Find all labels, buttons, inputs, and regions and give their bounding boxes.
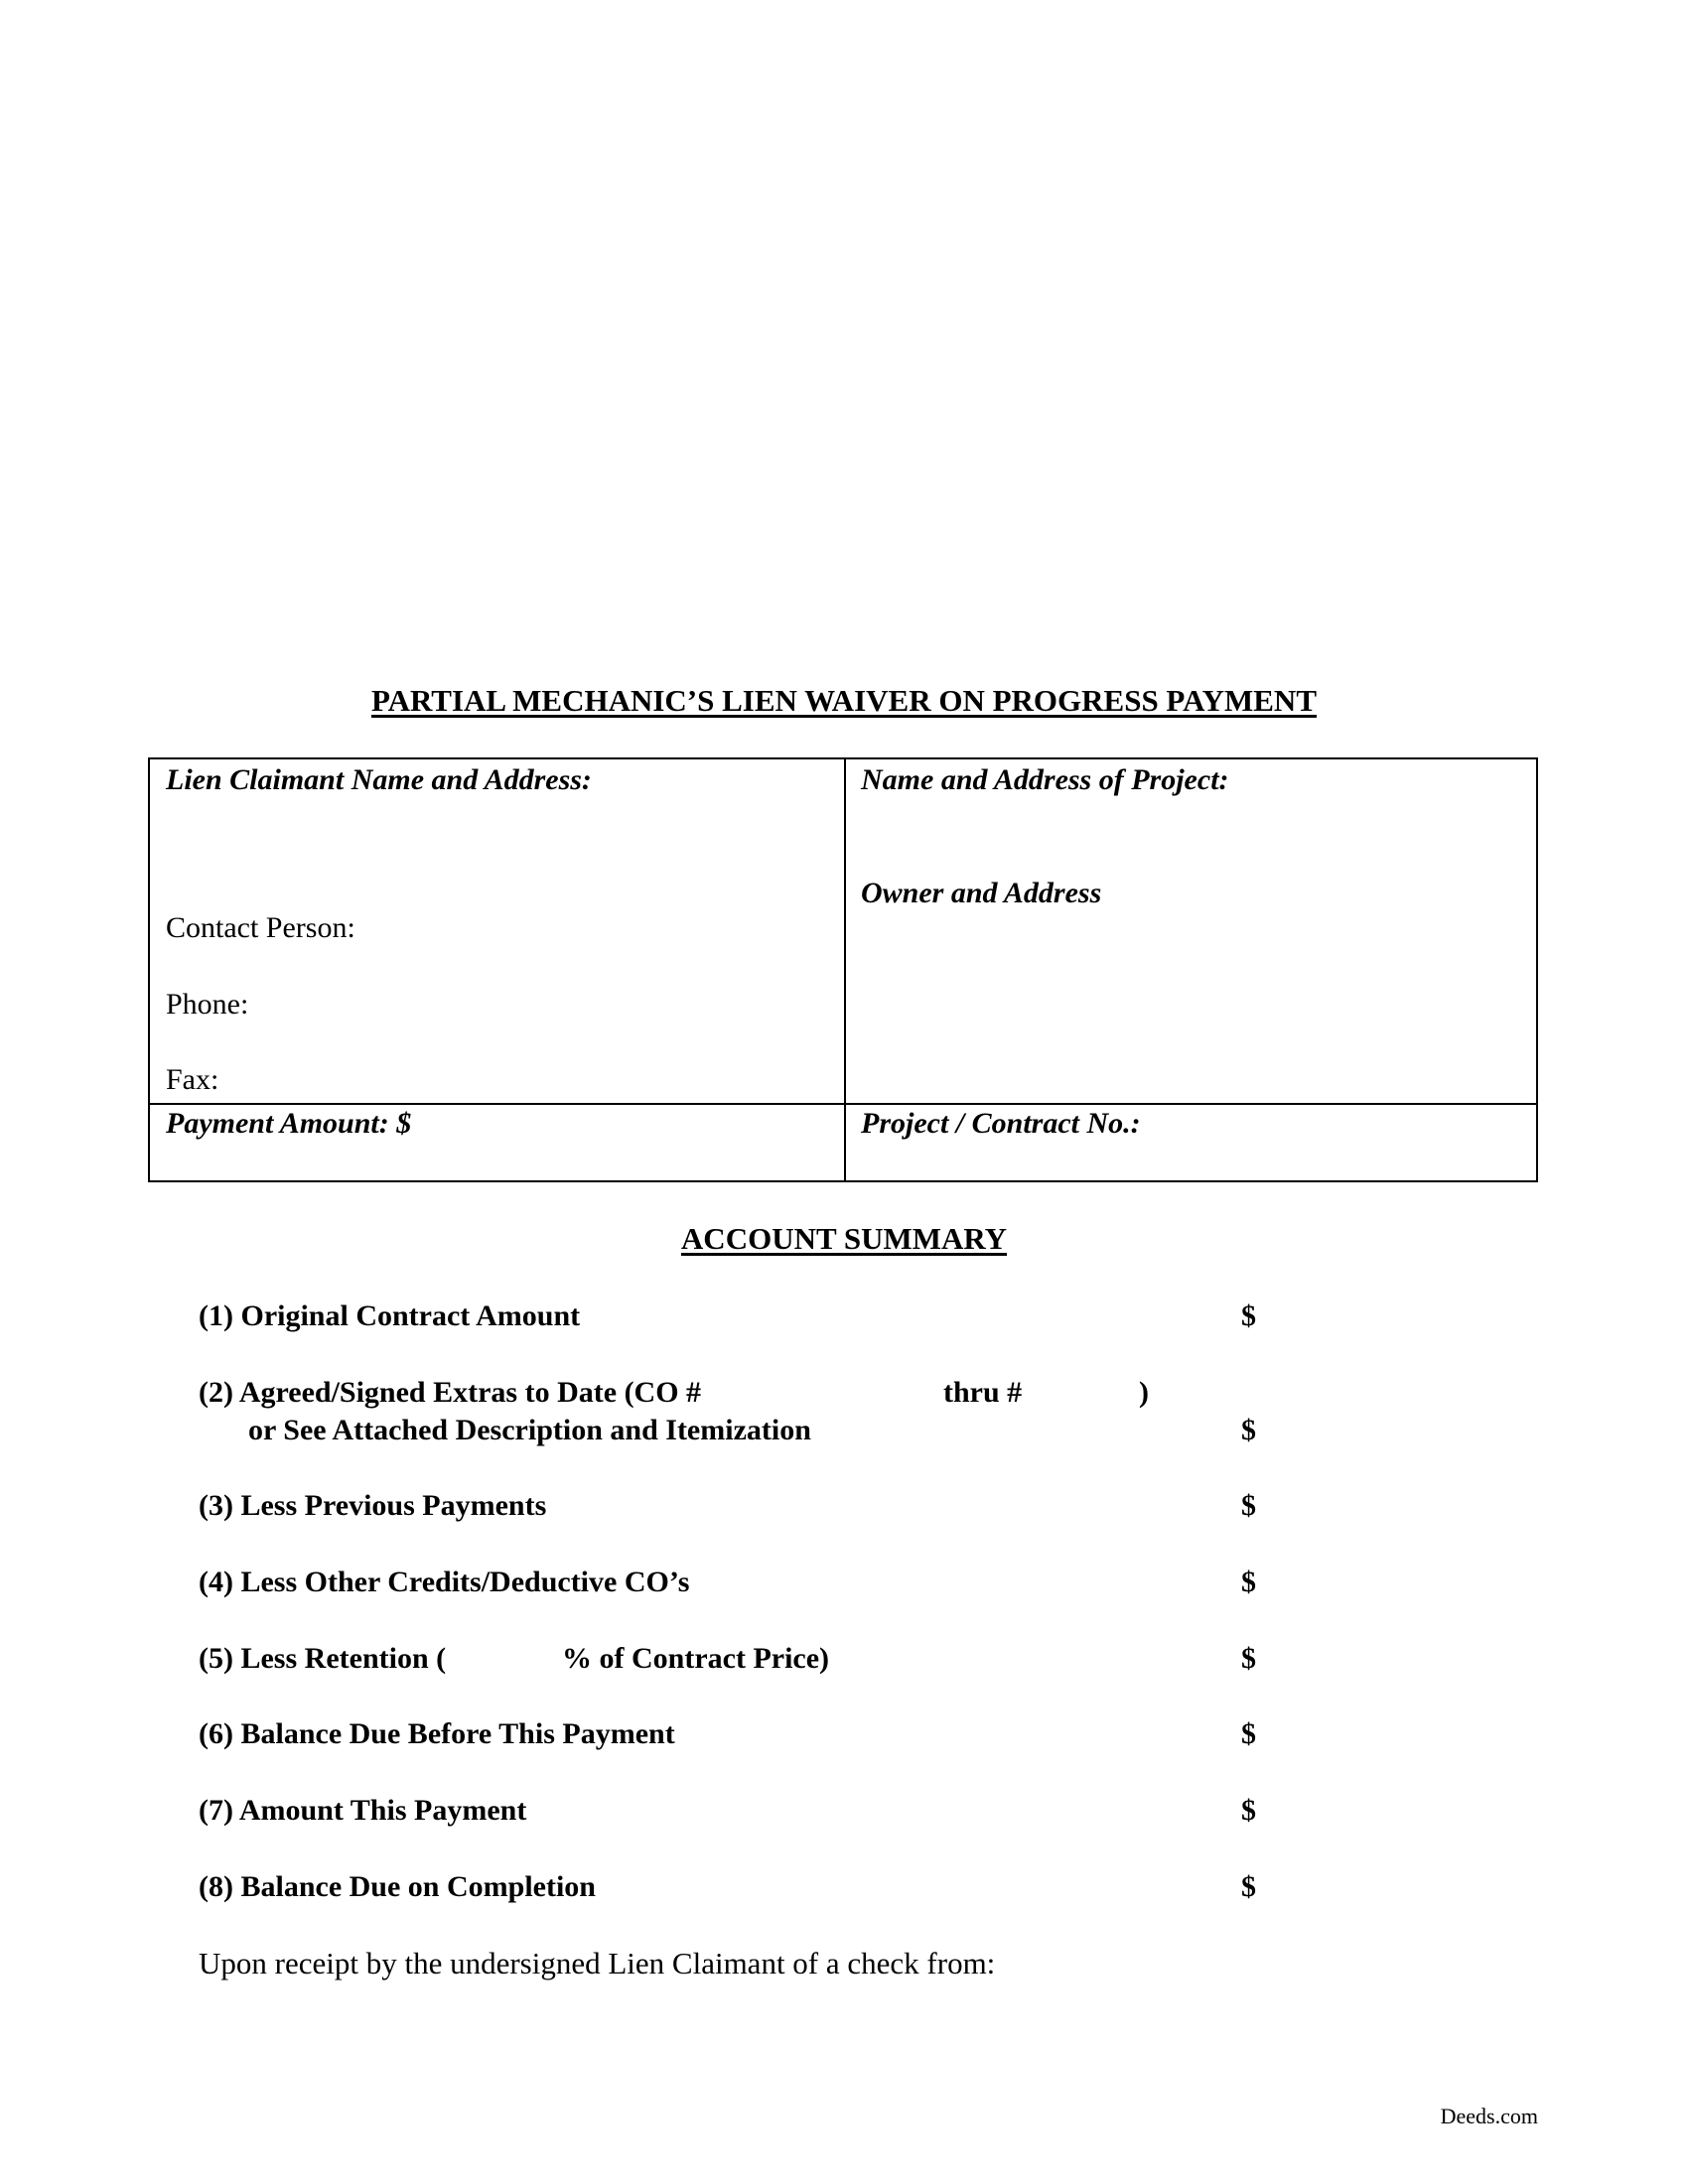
summary-dollar-3: $ [1241, 1489, 1256, 1522]
summary-item-extras: (2) Agreed/Signed Extras to Date (CO # [199, 1376, 702, 1409]
summary-item-previous-payments: (3) Less Previous Payments [199, 1489, 547, 1522]
project-name-address-label: Name and Address of Project: [861, 763, 1229, 796]
account-summary-heading: ACCOUNT SUMMARY [680, 1221, 1008, 1256]
contact-person-label: Contact Person: [166, 911, 355, 944]
table-divider-horizontal [150, 1103, 1536, 1105]
summary-dollar-1: $ [1241, 1299, 1256, 1332]
summary-item-original-contract: (1) Original Contract Amount [199, 1299, 581, 1332]
table-divider-vertical [844, 759, 846, 1180]
lien-claimant-label: Lien Claimant Name and Address: [166, 763, 592, 796]
document-title: PARTIAL MECHANIC’S LIEN WAIVER ON PROGRESS PAYMENT [370, 683, 1317, 718]
info-table [148, 757, 1538, 1182]
summary-item-balance-before: (6) Balance Due Before This Payment [199, 1717, 675, 1750]
summary-dollar-2: $ [1241, 1414, 1256, 1446]
summary-dollar-5: $ [1241, 1642, 1256, 1675]
payment-amount-label: Payment Amount: $ [166, 1107, 412, 1140]
summary-item-extras-line2: or See Attached Description and Itemization [248, 1414, 811, 1446]
closing-text: Upon receipt by the undersigned Lien Claimant of a check from: [199, 1946, 996, 1980]
contract-number-label: Project / Contract No.: [861, 1107, 1141, 1140]
summary-item-retention: (5) Less Retention ( [199, 1642, 447, 1675]
summary-item-extras-thru: thru # [943, 1376, 1023, 1409]
owner-address-label: Owner and Address [861, 877, 1102, 909]
summary-dollar-8: $ [1241, 1870, 1256, 1903]
summary-item-balance-completion: (8) Balance Due on Completion [199, 1870, 596, 1903]
summary-item-other-credits: (4) Less Other Credits/Deductive CO’s [199, 1566, 690, 1598]
summary-dollar-7: $ [1241, 1794, 1256, 1827]
summary-dollar-4: $ [1241, 1566, 1256, 1598]
summary-item-amount-this-payment: (7) Amount This Payment [199, 1794, 527, 1827]
summary-item-extras-close: ) [1139, 1376, 1149, 1409]
summary-item-retention-percent: % of Contract Price) [562, 1642, 830, 1675]
footer-brand: Deeds.com [1440, 2104, 1538, 2128]
summary-dollar-6: $ [1241, 1717, 1256, 1750]
phone-label: Phone: [166, 988, 249, 1021]
fax-label: Fax: [166, 1063, 219, 1096]
